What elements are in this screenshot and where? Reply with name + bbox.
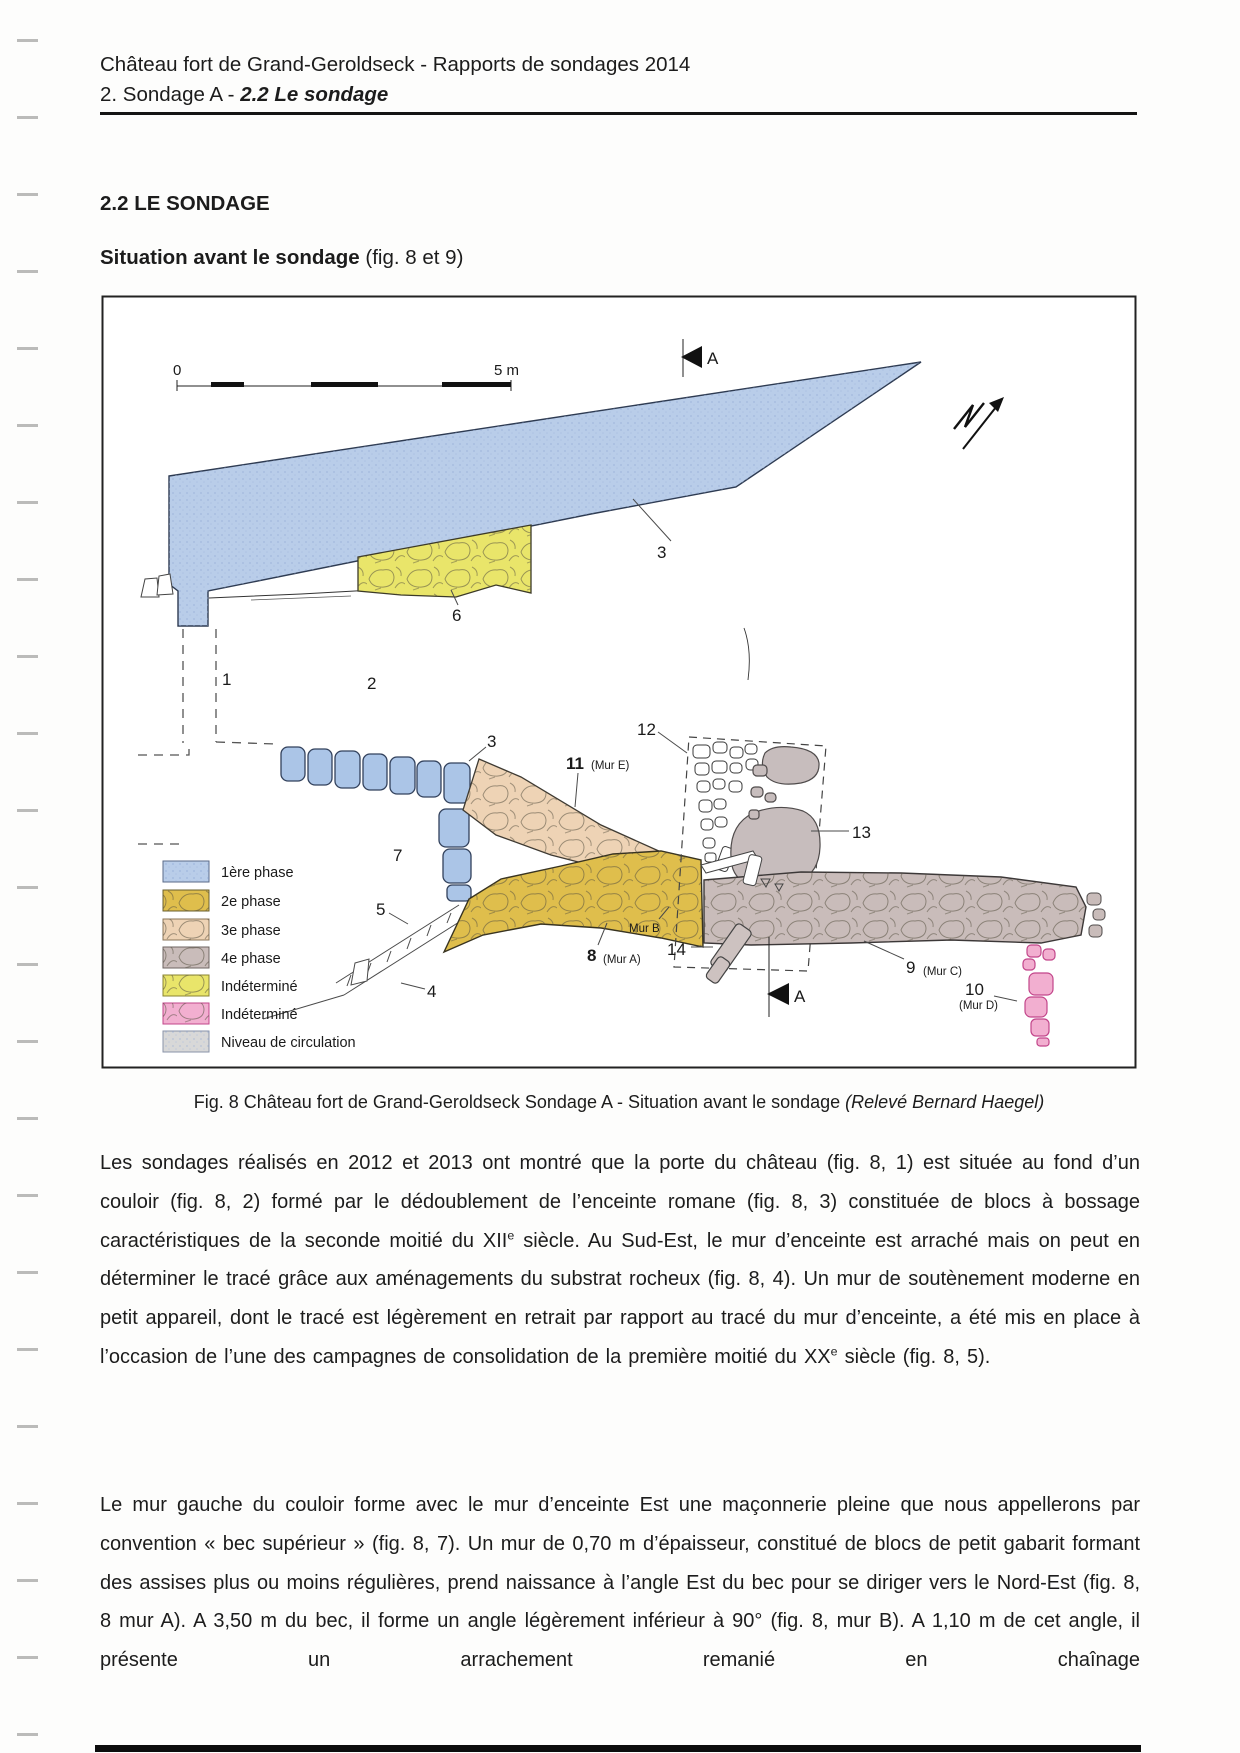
p1-superscript-2: e — [830, 1344, 838, 1359]
scan-bottom-edge — [95, 1745, 1141, 1752]
svg-text:5: 5 — [376, 900, 386, 919]
plan-label-2: 2 — [367, 674, 377, 693]
plan-label-1: 1 — [222, 670, 232, 689]
legend-row — [163, 975, 298, 996]
svg-text:9: 9 — [906, 958, 916, 977]
svg-text:(Mur A): (Mur A) — [603, 954, 641, 966]
legend-row — [163, 890, 281, 911]
section-heading: 2.2 LE SONDAGE — [100, 192, 270, 215]
figure-caption — [100, 1092, 1138, 1113]
chapter-breadcrumb — [100, 80, 1138, 110]
caption-main: Fig. 8 Château fort de Grand-Geroldseck Sondage A - Situation avant le sondage — [193, 1092, 846, 1112]
svg-text:14: 14 — [667, 940, 686, 959]
chapter-prefix: 2. Sondage A - — [100, 83, 241, 106]
p1-text-1: Les sondages réalisés en 2012 et 2013 ont montré que la porte du château (fig. 8, 1) est située au fond d’un couloir (fig. 8, 2) formé par le dédoublement de l’enceinte romane (fig. 8, 3) constituée de blocs à bossage caractéristiques de la seconde moitié du XII — [100, 1152, 1140, 1252]
wall-9-mur-c-fourth-phase — [704, 872, 1105, 945]
caption-credit: (Relevé Bernard Haegel) — [845, 1092, 1045, 1112]
p1-text-3: siècle (fig. 8, 5). — [837, 1345, 991, 1368]
p1-text-2: siècle. Au Sud-Est, le mur d’enceinte est arraché mais on peut en déterminer le tracé grâce aux aménagements du substrat rocheux (fig. 8, 4). Un mur de soutènement moderne en petit appareil, dont le tracé est légèrement en retrait par rapport au tracé du mur d’enceinte, a été mis en place à l’occasion de l’une des campagnes de consolidation de la première moitié du XX — [100, 1229, 1140, 1368]
svg-text:4: 4 — [427, 982, 437, 1001]
svg-text:3: 3 — [657, 543, 667, 562]
svg-text:(Mur C): (Mur C) — [923, 966, 962, 978]
svg-text:8: 8 — [587, 946, 597, 965]
legend-row — [163, 919, 281, 940]
header-rule — [100, 112, 1137, 115]
report-title: Château fort de Grand-Geroldseck - Rapports de sondages 2014 — [100, 53, 691, 76]
svg-text:6: 6 — [452, 606, 462, 625]
svg-text:4e phase: 4e phase — [221, 951, 281, 967]
page-header — [100, 50, 1138, 110]
legend-row — [163, 947, 281, 968]
sub-heading-rest: (fig. 8 et 9) — [359, 246, 464, 269]
svg-text:(Mur D): (Mur D) — [959, 1000, 998, 1012]
scale-five-label: 5 m — [494, 362, 520, 379]
fig8-archaeological-plan — [101, 295, 1137, 1069]
svg-text:1ère phase: 1ère phase — [221, 865, 294, 881]
svg-text:Indéterminé: Indéterminé — [221, 979, 298, 995]
svg-text:Mur B: Mur B — [629, 923, 660, 935]
chapter-emphasis: 2.2 Le sondage — [240, 83, 389, 106]
figure-8-plan — [101, 295, 1137, 1069]
body-paragraph-1 — [100, 1144, 1140, 1377]
svg-text:2e phase: 2e phase — [221, 894, 281, 910]
svg-text:3e phase: 3e phase — [221, 923, 281, 939]
svg-text:3: 3 — [487, 732, 497, 751]
sub-heading-bold: Situation avant le sondage — [100, 246, 360, 269]
svg-text:12: 12 — [637, 720, 656, 739]
plan-label-7: 7 — [393, 846, 403, 865]
sub-heading — [100, 246, 463, 270]
legend-row — [163, 861, 294, 882]
svg-text:Indéterminé: Indéterminé — [221, 1007, 298, 1023]
body-paragraph-2: Le mur gauche du couloir forme avec le mur d’enceinte Est une maçonnerie pleine que nous appellerons par convention « bec supérieur » (fig. 8, 7). Un mur de 0,70 m d’épaisseur, constitué de blocs de petit gabarit formant des assises plus ou moins régulières, prend naissance à l’angle Est du bec pour se diriger vers le Nord-Est (fig. 8, 8 mur A). A 3,50 m du bec, il forme un angle légèrement inférieur à 90° (fig. 8, mur B). A 1,10 m de cet angle, il présente un arrachement remanié en chaînage — [100, 1494, 1140, 1672]
p1-superscript-1: e — [507, 1227, 515, 1242]
svg-text:A: A — [707, 349, 719, 368]
svg-text:(Mur E): (Mur E) — [591, 760, 630, 772]
svg-text:10: 10 — [965, 980, 984, 999]
scale-zero-label: 0 — [173, 362, 182, 379]
svg-text:13: 13 — [852, 823, 871, 842]
svg-text:Niveau de circulation: Niveau de circulation — [221, 1035, 356, 1051]
svg-text:11: 11 — [566, 754, 584, 773]
legend-row — [163, 1003, 298, 1024]
legend-row — [163, 1031, 356, 1052]
svg-text:A: A — [794, 987, 806, 1006]
scan-edge-artifacts — [17, 4, 38, 1748]
